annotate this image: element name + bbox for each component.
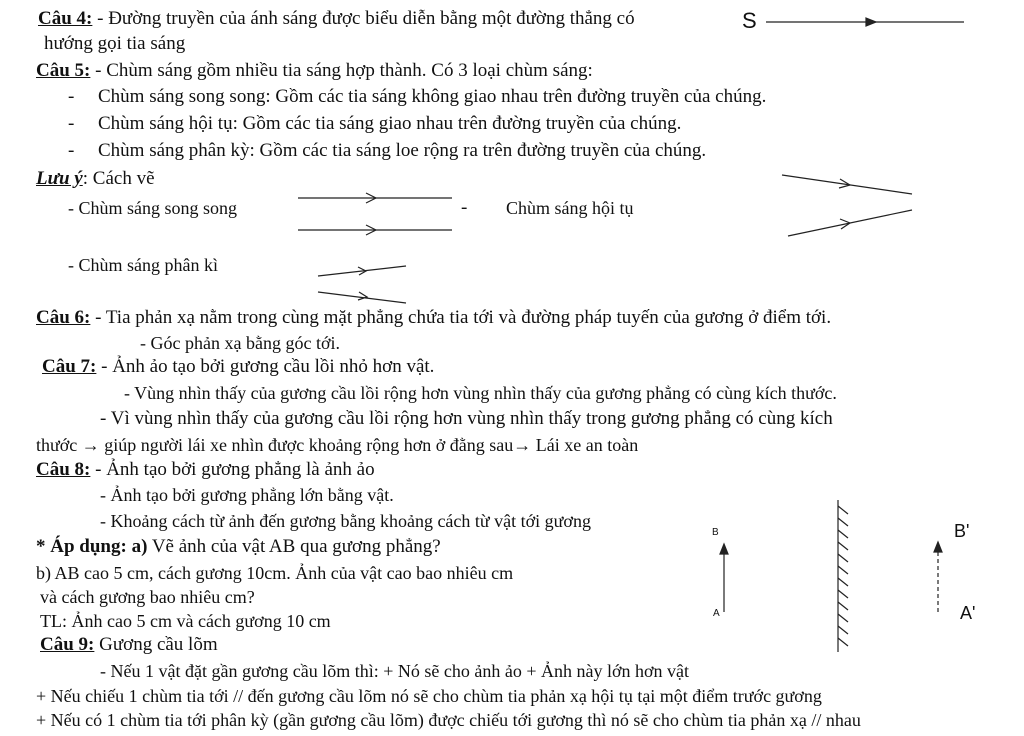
cau9-text3: + Nếu chiếu 1 chùm tia tới // đến gương cầu lõm nó sẽ cho chùm tia phản xạ hội tụ tại một điểm trước gương xyxy=(36,686,822,706)
point-b-label: B xyxy=(712,527,719,538)
apply-label: * Áp dụng: xyxy=(36,536,127,557)
ray-symbol-s: S xyxy=(742,8,757,33)
parallel-beam-diagram xyxy=(298,193,452,235)
point-b-prime-label: B' xyxy=(954,521,970,541)
diverging-beam-label: - Chùm sáng phân kì xyxy=(68,255,218,275)
diverging-beam-diagram xyxy=(318,266,406,303)
cau9-text: Gương cầu lõm xyxy=(94,634,218,655)
note-text: : Cách vẽ xyxy=(82,168,155,189)
object-arrow-head xyxy=(720,544,728,554)
cau8-text3: - Khoảng cách từ ảnh đến gương bằng khoảng cách từ vật tới gương xyxy=(100,511,591,531)
cau4-text: - Đường truyền của ánh sáng được biểu diễn bằng một đường thẳng có xyxy=(92,8,635,29)
cau7-text4: thước → giúp người lái xe nhìn được khoảng rộng hơn ở đằng sau→ Lái xe an toàn xyxy=(36,435,639,455)
cau4-text2: hướng gọi tia sáng xyxy=(44,33,186,54)
answer-line: TL: Ảnh cao 5 cm và cách gương 10 cm xyxy=(40,611,331,631)
cau5-item: - Chùm sáng phân kỳ: Gồm các tia sáng loe rộng ra trên đường truyền của chúng. xyxy=(68,140,707,161)
diverging-ray-arrow xyxy=(358,292,367,300)
ray-arrow-head xyxy=(866,18,876,26)
point-a-label: A xyxy=(713,608,720,619)
question-b-line2: và cách gương bao nhiêu cm? xyxy=(40,587,255,607)
cau9-label: Câu 9: xyxy=(40,634,95,655)
converging-beam-diagram xyxy=(782,175,912,236)
cau8-text: - Ảnh tạo bởi gương phẳng là ảnh ảo xyxy=(90,459,375,480)
cau5-item-text: Chùm sáng song song: Gồm các tia sáng không giao nhau trên đường truyền của chúng. xyxy=(98,86,767,107)
cau5-item-text: Chùm sáng phân kỳ: Gồm các tia sáng loe rộng ra trên đường truyền của chúng. xyxy=(98,140,707,161)
image-arrow-head xyxy=(934,542,942,552)
cau9-text2: - Nếu 1 vật đặt gần gương cầu lõm thì: + Nó sẽ cho ảnh ảo + Ảnh này lớn hơn vật xyxy=(100,661,689,681)
cau5-item-text: Chùm sáng hội tụ: Gồm các tia sáng giao nhau trên đường truyền của chúng. xyxy=(98,113,682,134)
converging-beam-label: Chùm sáng hội tụ xyxy=(506,198,634,218)
question-b-line1: b) AB cao 5 cm, cách gương 10cm. Ảnh của vật cao bao nhiêu cm xyxy=(36,563,514,583)
cau7-text3: - Vì vùng nhìn thấy của gương cầu lồi rộng hơn vùng nhìn thấy trong gương phẳng có cùng kích xyxy=(100,408,833,429)
mirror-hatching xyxy=(838,506,848,646)
diverging-ray xyxy=(318,266,406,276)
plane-mirror-diagram xyxy=(720,500,942,652)
cau7-label: Câu 7: xyxy=(42,356,97,377)
cau9-text4: + Nếu có 1 chùm tia tới phân kỳ (gần gương cầu lõm) được chiếu tới gương thì nó sẽ cho chùm tia phản xạ // nhau xyxy=(36,710,861,730)
cau6-text2: - Góc phản xạ bằng góc tới. xyxy=(140,333,340,353)
cau5-item: - Chùm sáng song song: Gồm các tia sáng không giao nhau trên đường truyền của chúng. xyxy=(68,86,767,107)
parallel-beam-label: - Chùm sáng song song xyxy=(68,198,238,218)
cau4-label: Câu 4: xyxy=(38,8,93,29)
cau7-text: - Ảnh ảo tạo bởi gương cầu lồi nhỏ hơn vật. xyxy=(96,356,435,377)
apply-a-label: a) xyxy=(131,536,148,557)
cau6-text: - Tia phản xạ nằm trong cùng mặt phẳng chứa tia tới và đường pháp tuyến của gương ở điểm tới. xyxy=(90,307,832,328)
cau7-text2: - Vùng nhìn thấy của gương cầu lồi rộng hơn vùng nhìn thấy của gương phẳng có cùng kích thước. xyxy=(124,383,837,403)
light-ray-diagram xyxy=(766,18,964,26)
converging-ray xyxy=(782,175,912,194)
cau8-text2: - Ảnh tạo bởi gương phẳng lớn bằng vật. xyxy=(100,485,394,505)
cau5-label: Câu 5: xyxy=(36,60,91,81)
cau5-item: - Chùm sáng hội tụ: Gồm các tia sáng giao nhau trên đường truyền của chúng. xyxy=(68,113,682,134)
point-a-prime-label: A' xyxy=(960,603,976,623)
cau6-label: Câu 6: xyxy=(36,307,91,328)
apply-a-text: Vẽ ảnh của vật AB qua gương phẳng? xyxy=(147,536,441,557)
note-label: Lưu ý xyxy=(36,168,83,189)
cau5-text: - Chùm sáng gồm nhiều tia sáng hợp thành. Có 3 loại chùm sáng: xyxy=(90,60,593,81)
cau8-label: Câu 8: xyxy=(36,459,91,480)
separator-dash: - xyxy=(461,197,468,218)
